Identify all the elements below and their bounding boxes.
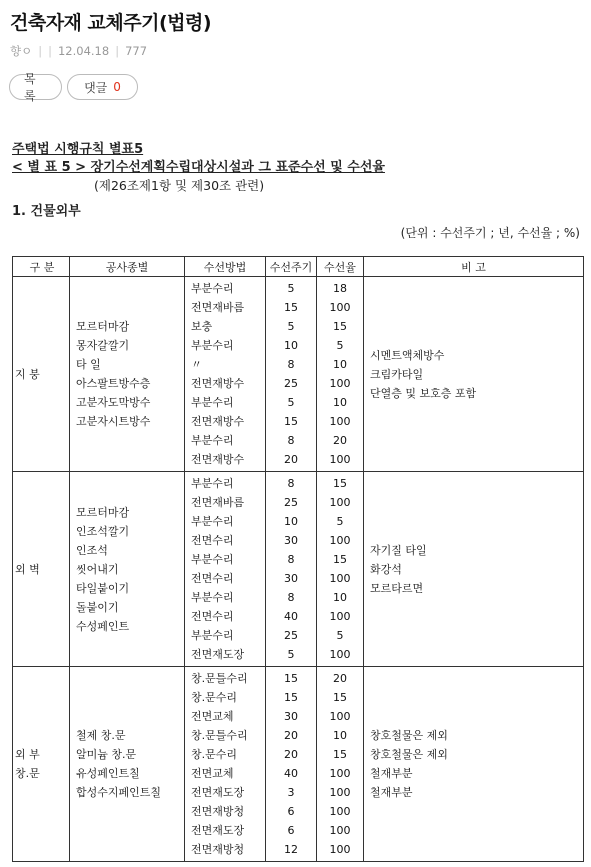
repair-method-cell-line: 전면수리 — [191, 610, 234, 623]
repair-rate-cell-line: 100 — [329, 301, 351, 314]
unit-note: (단위 : 수선주기 ; 년, 수선율 ; %) — [400, 226, 580, 240]
work-type-cell-line: 타일붙이기 — [76, 581, 130, 595]
repair-rate-cell-line: 15 — [333, 748, 347, 761]
repair-rate-cell-line: 100 — [329, 415, 351, 428]
document-body — [12, 138, 582, 246]
repair-cycle-cell-line: 15 — [284, 415, 298, 428]
work-type-cell-line: 철제 창.문 — [76, 729, 126, 742]
work-type-cell-line: 인조석 — [76, 543, 108, 557]
column-header: 수선주기 — [266, 257, 317, 277]
repair-method-cell-line: 전면재도장 — [191, 648, 245, 661]
column-header: 구 분 — [13, 257, 70, 277]
repair-rate-cell-line: 100 — [329, 610, 351, 623]
repair-method-cell-line: 창.문틀수리 — [191, 729, 248, 742]
repair-cycle-cell-line: 15 — [284, 691, 298, 704]
repair-cycle-cell-line: 25 — [284, 496, 298, 509]
repair-rate-cell — [317, 667, 364, 862]
remarks-cell — [364, 277, 584, 472]
repair-method-cell — [185, 667, 266, 862]
view-count: 777 — [125, 44, 148, 58]
repair-rate-cell-line: 100 — [329, 710, 351, 723]
repair-cycle-cell-line: 20 — [284, 729, 298, 742]
repair-method-cell-line: 부분수리 — [191, 434, 234, 447]
category-cell — [13, 277, 70, 472]
doc-heading: 주택법 시행규칙 별표5 — [12, 142, 144, 157]
repair-method-cell-line: 창.문수리 — [191, 691, 238, 704]
remarks-cell-line: 창호철물은 제외 — [370, 729, 448, 742]
category-label: 외 부 창.문 — [15, 748, 40, 780]
list-button-label: 목록 — [24, 72, 36, 103]
work-type-cell-line: 유성페인트칠 — [76, 767, 140, 780]
repair-rate-cell-line: 100 — [329, 767, 351, 780]
work-type-cell-line: 몽자갈깔기 — [76, 339, 130, 352]
repair-cycle-cell-line: 8 — [287, 358, 295, 371]
repair-rate-cell-line: 10 — [333, 358, 347, 371]
table-row — [13, 277, 584, 472]
work-type-cell-line: 인조석깔기 — [76, 524, 130, 538]
repair-cycle-cell — [266, 277, 317, 472]
repair-method-cell-line: 전면수리 — [191, 534, 234, 547]
repair-cycle-cell-line: 15 — [284, 672, 298, 685]
work-type-cell-line: 돌붙이기 — [76, 600, 119, 614]
category-cell — [13, 472, 70, 667]
repair-method-cell-line: 전면수리 — [191, 572, 234, 585]
repair-rate-cell-line: 10 — [333, 591, 347, 604]
table-row — [13, 472, 584, 667]
repair-method-cell-line: 전면재방청 — [191, 805, 245, 818]
comment-count: 0 — [113, 80, 121, 94]
meta-divider: | — [115, 44, 120, 58]
repair-cycle-cell-line: 3 — [287, 786, 295, 799]
work-type-cell-line: 고분자시트방수 — [76, 415, 151, 428]
repair-rate-cell-line: 100 — [329, 805, 351, 818]
repair-rate-cell-line: 20 — [333, 434, 347, 447]
repair-rate-cell-line: 100 — [329, 648, 351, 661]
work-type-cell-line: 모르터마감 — [76, 505, 130, 519]
doc-reference: (제26조제1항 및 제30조 관련) — [94, 178, 265, 193]
repair-rate-cell-line: 18 — [333, 282, 347, 295]
remarks-cell-line: 모르타르면 — [370, 581, 424, 595]
repair-rate-cell-line: 5 — [336, 339, 344, 352]
repair-method-cell-line: 부분수리 — [191, 282, 234, 295]
repair-cycle-cell-line: 30 — [284, 572, 298, 585]
work-type-cell-line: 합성수지페인트칠 — [76, 786, 162, 799]
work-type-cell-line: 아스팔트방수층 — [76, 377, 151, 390]
repair-rate-cell-line: 15 — [333, 477, 347, 490]
remarks-cell-line: 화강석 — [370, 562, 402, 576]
action-bar — [9, 72, 138, 103]
repair-cycle-cell-line: 6 — [287, 824, 295, 837]
repair-cycle-cell-line: 25 — [284, 629, 298, 642]
repair-rate-cell-line: 20 — [333, 672, 347, 685]
repair-rate-cell-line: 15 — [333, 691, 347, 704]
remarks-cell-line: 크림카타일 — [370, 367, 424, 381]
work-type-cell-line: 알미늄 창.문 — [76, 748, 137, 761]
repair-rate-cell-line: 100 — [329, 534, 351, 547]
remarks-cell — [364, 472, 584, 667]
repair-method-cell-line: 〃 — [191, 358, 202, 371]
repair-rate-cell — [317, 277, 364, 472]
post-title: 건축자재 교체주기(법령) — [10, 12, 212, 34]
repair-cycle-cell-line: 12 — [284, 843, 298, 856]
repair-cycle-cell-line: 30 — [284, 534, 298, 547]
repair-rate-cell-line: 10 — [333, 396, 347, 409]
author-name[interactable]: 향ㅇ — [10, 44, 33, 58]
repair-rate-cell-line: 100 — [329, 453, 351, 466]
work-type-cell — [70, 667, 185, 862]
repair-method-cell-line: 부분수리 — [191, 396, 234, 409]
table-row — [13, 667, 584, 862]
repair-cycle-cell-line: 8 — [287, 591, 295, 604]
meta-divider: | — [48, 44, 52, 58]
repair-cycle-cell-line: 8 — [287, 434, 295, 447]
repair-cycle-cell-line: 25 — [284, 377, 298, 390]
repair-cycle-cell-line: 20 — [284, 748, 298, 761]
repair-cycle-cell-line: 40 — [284, 610, 298, 623]
repair-method-cell-line: 보충 — [191, 320, 213, 333]
repair-rate-cell-line: 100 — [329, 843, 351, 856]
category-label: 지 붕 — [15, 367, 40, 381]
repair-rate-cell-line: 15 — [333, 553, 347, 566]
column-header: 수선방법 — [185, 257, 266, 277]
work-type-cell-line: 수성페인트 — [76, 619, 130, 633]
repair-cycle-cell-line: 40 — [284, 767, 298, 780]
remarks-cell-line: 시멘트액체방수 — [370, 348, 445, 362]
repair-method-cell-line: 전면재방수 — [191, 453, 245, 466]
table-header-row — [13, 257, 584, 277]
remarks-cell-line: 창호철물은 제외 — [370, 748, 448, 761]
post-meta — [10, 43, 147, 59]
work-type-cell-line: 모르터마감 — [76, 320, 130, 333]
repair-cycle-cell-line: 5 — [287, 648, 295, 661]
remarks-cell-line: 자기질 타일 — [370, 543, 427, 557]
repair-method-cell-line: 전면재방수 — [191, 415, 245, 428]
repair-rate-cell-line: 15 — [333, 320, 347, 333]
repair-method-cell-line: 부분수리 — [191, 553, 234, 566]
doc-subheading: < 별 표 5 > 장기수선계획수립대상시설과 그 표준수선 및 수선율 — [12, 160, 385, 175]
comment-button[interactable] — [67, 74, 138, 100]
category-label: 외 벽 — [15, 562, 40, 576]
comment-button-label: 댓글 — [84, 80, 108, 95]
remarks-cell-line: 철재부분 — [370, 786, 413, 799]
repair-method-cell — [185, 277, 266, 472]
remarks-cell-line: 철재부분 — [370, 767, 413, 780]
repair-rate-cell-line: 10 — [333, 729, 347, 742]
repair-table — [12, 256, 584, 862]
repair-cycle-cell-line: 10 — [284, 515, 298, 528]
repair-method-cell-line: 부분수리 — [191, 339, 234, 352]
repair-method-cell-line: 창.문틀수리 — [191, 672, 248, 685]
repair-rate-cell-line: 5 — [336, 515, 344, 528]
remarks-cell-line: 단열층 및 보호층 포함 — [370, 386, 477, 400]
repair-method-cell-line: 전면재방수 — [191, 377, 245, 390]
repair-rate-cell — [317, 472, 364, 667]
meta-divider: | — [38, 44, 43, 58]
column-header: 비 고 — [364, 257, 584, 277]
repair-cycle-cell — [266, 667, 317, 862]
repair-cycle-cell-line: 8 — [287, 553, 295, 566]
list-button[interactable] — [9, 72, 62, 103]
repair-method-cell-line: 전면재도장 — [191, 824, 245, 837]
repair-cycle-cell-line: 5 — [287, 320, 295, 333]
repair-rate-cell-line: 100 — [329, 786, 351, 799]
category-cell — [13, 667, 70, 862]
work-type-cell-line: 고분자도막방수 — [76, 396, 151, 409]
repair-method-cell — [185, 472, 266, 667]
repair-method-cell-line: 전면교체 — [191, 767, 234, 780]
repair-method-cell-line: 창.문수리 — [191, 748, 238, 761]
repair-method-cell-line: 전면재방청 — [191, 843, 245, 856]
repair-method-cell-line: 전면교체 — [191, 710, 234, 723]
repair-cycle-cell-line: 5 — [287, 396, 295, 409]
repair-cycle-cell-line: 8 — [287, 477, 295, 490]
repair-cycle-cell-line: 6 — [287, 805, 295, 818]
repair-cycle-cell-line: 30 — [284, 710, 298, 723]
remarks-cell — [364, 667, 584, 862]
repair-method-cell-line: 부분수리 — [191, 477, 234, 490]
repair-cycle-cell-line: 15 — [284, 301, 298, 314]
section-title: 1. 건물외부 — [12, 204, 81, 219]
repair-cycle-cell-line: 10 — [284, 339, 298, 352]
repair-rate-cell-line: 100 — [329, 572, 351, 585]
repair-cycle-cell-line: 20 — [284, 453, 298, 466]
repair-cycle-cell-line: 5 — [287, 282, 295, 295]
repair-rate-cell-line: 100 — [329, 377, 351, 390]
work-type-cell — [70, 277, 185, 472]
repair-rate-cell-line: 100 — [329, 824, 351, 837]
work-type-cell-line: 타 일 — [76, 358, 101, 371]
post-date: 12.04.18 — [57, 44, 110, 58]
repair-method-cell-line: 부분수리 — [191, 515, 234, 528]
repair-method-cell-line: 전면재도장 — [191, 786, 245, 799]
repair-rate-cell-line: 100 — [329, 496, 351, 509]
repair-method-cell-line: 부분수리 — [191, 591, 234, 604]
repair-method-cell-line: 부분수리 — [191, 629, 234, 642]
work-type-cell — [70, 472, 185, 667]
work-type-cell-line: 씻어내기 — [76, 562, 119, 576]
repair-method-cell-line: 전면재바름 — [191, 496, 245, 509]
repair-method-cell-line: 전면재바름 — [191, 301, 245, 314]
column-header: 수선율 — [317, 257, 364, 277]
repair-rate-cell-line: 5 — [336, 629, 344, 642]
column-header: 공사종별 — [70, 257, 185, 277]
repair-cycle-cell — [266, 472, 317, 667]
